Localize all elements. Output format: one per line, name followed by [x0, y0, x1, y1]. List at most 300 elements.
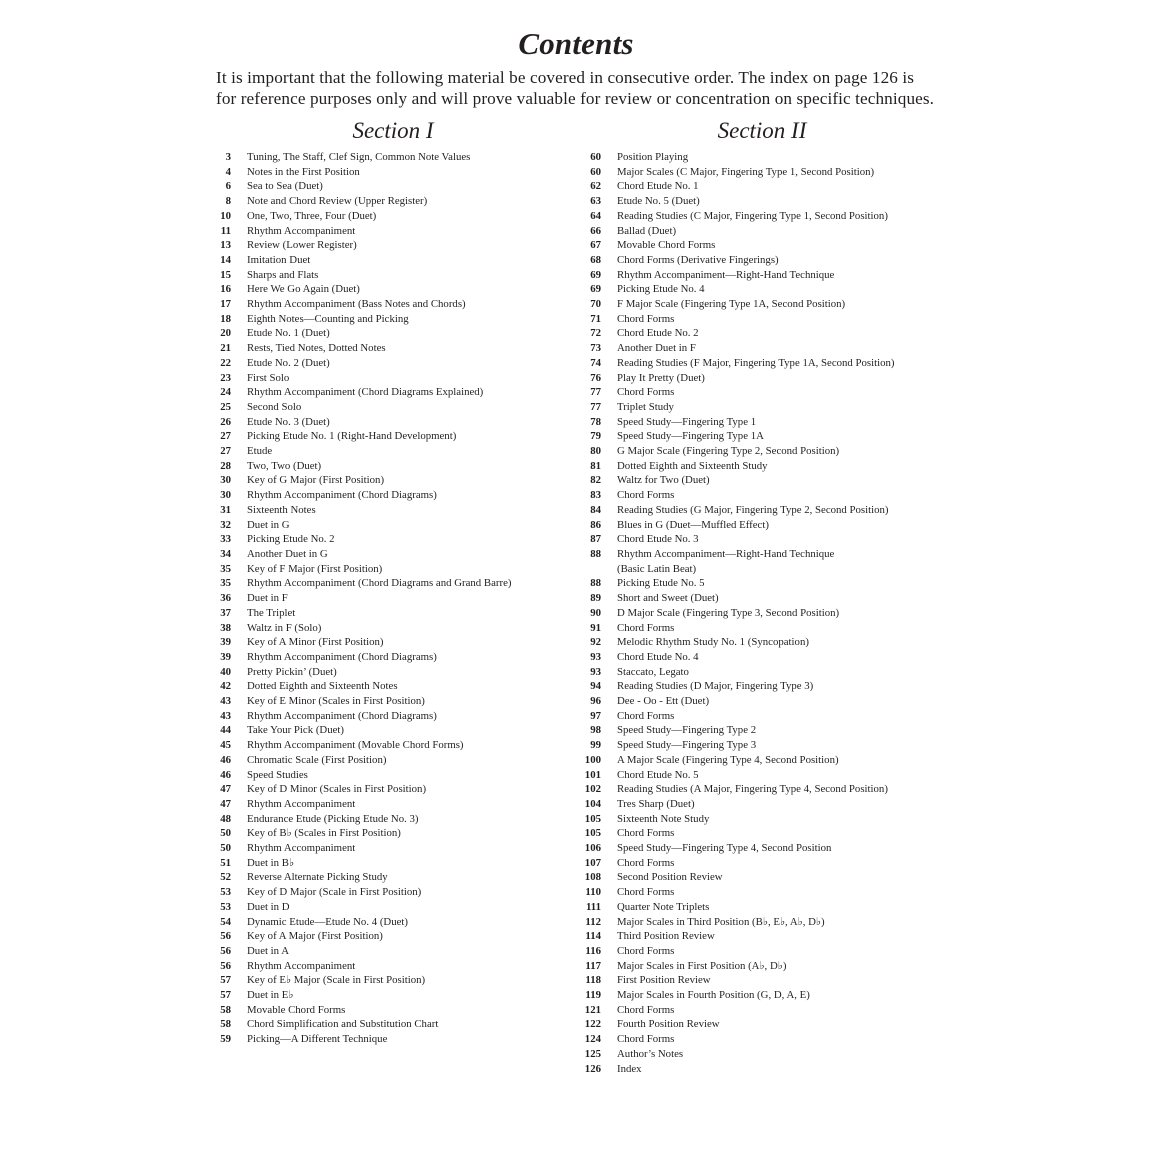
toc-page-number: 57 — [220, 989, 231, 1002]
toc-entry — [200, 694, 570, 709]
toc-entry-title-wrap — [231, 870, 388, 885]
toc-page-number: 18 — [220, 312, 231, 325]
toc-entry-title: Chord Forms — [617, 312, 675, 325]
toc-entry — [570, 723, 950, 738]
toc-entry — [570, 944, 950, 959]
toc-page-number: 23 — [220, 371, 231, 384]
toc-entry-title: Duet in B♭ — [247, 856, 295, 869]
toc-entry — [570, 326, 950, 341]
toc-entry-title-wrap — [231, 429, 456, 444]
toc-page-number: 78 — [590, 415, 601, 428]
toc-page-number: 90 — [590, 606, 601, 619]
toc-page-number: 40 — [220, 665, 231, 678]
toc-entry-title-wrap — [231, 753, 386, 768]
toc-page-number: 117 — [585, 959, 601, 972]
toc-page-number: 66 — [590, 224, 601, 237]
toc-entry-title: Rhythm Accompaniment (Chord Diagrams Explained) — [247, 386, 484, 399]
toc-entry — [570, 297, 950, 312]
toc-entry — [200, 870, 570, 885]
toc-page-number: 47 — [220, 783, 231, 796]
toc-page-number: 31 — [220, 503, 231, 516]
toc-entry-title-wrap — [231, 856, 294, 871]
toc-entry-title: Chord Forms — [617, 886, 675, 899]
toc-entry-title: Chord Forms — [617, 1003, 675, 1016]
toc-entry-title-wrap — [231, 400, 301, 415]
toc-entry — [570, 679, 950, 694]
toc-entry — [570, 400, 950, 415]
toc-page-number: 102 — [584, 783, 601, 796]
toc-entry — [570, 341, 950, 356]
toc-entry — [200, 1003, 570, 1018]
toc-page-number: 80 — [590, 445, 601, 458]
toc-entry — [570, 1047, 950, 1062]
toc-entry-title: Etude No. 3 (Duet) — [247, 415, 330, 428]
toc-entry-title: Chord Forms — [617, 709, 675, 722]
toc-entry — [570, 282, 950, 297]
toc-entry — [200, 473, 570, 488]
toc-entry-title-wrap — [601, 253, 779, 268]
toc-page-number: 8 — [225, 195, 231, 208]
toc-entry-title-wrap — [231, 253, 310, 268]
toc-entry-title: Tuning, The Staff, Clef Sign, Common Note Values — [247, 151, 471, 163]
toc-entry — [570, 179, 950, 194]
toc-entry — [200, 547, 570, 562]
toc-page-number: 22 — [220, 356, 231, 369]
toc-entry-title-wrap — [601, 194, 700, 209]
toc-entry-title-wrap — [601, 297, 845, 312]
toc-entry — [570, 415, 950, 430]
toc-entry-title-wrap — [231, 371, 289, 386]
toc-entry — [200, 400, 570, 415]
toc-page-number: 50 — [220, 827, 231, 840]
toc-entry-title: Short and Sweet (Duet) — [617, 592, 719, 605]
toc-entry — [570, 988, 950, 1003]
toc-page-number: 93 — [590, 665, 601, 678]
toc-entry-title-wrap — [231, 1003, 345, 1018]
toc-entry — [570, 812, 950, 827]
toc-entry — [570, 503, 950, 518]
toc-entry-title-wrap — [601, 723, 756, 738]
toc-entry-title-wrap — [231, 738, 464, 753]
toc-entry-title: Dynamic Etude—Etude No. 4 (Duet) — [247, 915, 409, 928]
toc-page-number: 100 — [584, 753, 601, 766]
toc-entry-title-wrap — [231, 547, 328, 562]
toc-entry-title-wrap — [601, 312, 674, 327]
toc-entry-title: Tres Sharp (Duet) — [617, 797, 695, 810]
toc-page-number: 105 — [584, 827, 601, 840]
toc-entry-title: Sea to Sea (Duet) — [247, 180, 323, 193]
toc-entry-title-wrap — [601, 1062, 642, 1077]
toc-entry-title: Picking Etude No. 4 — [617, 283, 705, 296]
toc-page-number: 126 — [584, 1062, 601, 1075]
toc-entry-title: One, Two, Three, Four (Duet) — [247, 209, 377, 222]
toc-entry-title: Duet in A — [247, 944, 289, 957]
toc-entry — [200, 797, 570, 812]
toc-entry-title: Take Your Pick (Duet) — [247, 724, 345, 737]
toc-page-number: 81 — [590, 459, 601, 472]
toc-entry — [570, 797, 950, 812]
toc-entry — [570, 1017, 950, 1032]
toc-page-number: 118 — [585, 974, 601, 987]
toc-page-number: 58 — [220, 1003, 231, 1016]
toc-entry-title-wrap — [231, 915, 408, 930]
toc-entry-title: Major Scales in Fourth Position (G, D, A, E) — [617, 989, 810, 1002]
toc-entry-subtitle: (Basic Latin Beat) — [617, 562, 697, 575]
toc-entry-title: Chord Etude No. 3 — [617, 533, 699, 546]
toc-entry-title-wrap — [231, 562, 382, 577]
toc-entry-title-wrap — [231, 518, 290, 533]
toc-page-number: 67 — [590, 239, 601, 252]
toc-entry — [570, 194, 950, 209]
toc-entry — [200, 179, 570, 194]
toc-entry — [570, 356, 950, 371]
toc-entry-title-wrap — [601, 1047, 683, 1062]
toc-entry — [200, 606, 570, 621]
toc-entry-title: Waltz in F (Solo) — [247, 621, 322, 634]
toc-entry-title-wrap — [601, 415, 756, 430]
toc-entry-title-wrap — [601, 797, 695, 812]
toc-entry-title: Fourth Position Review — [617, 1018, 720, 1031]
toc-entry-title: Index — [617, 1062, 642, 1075]
toc-entry — [570, 900, 950, 915]
toc-entry-title-wrap — [231, 444, 272, 459]
toc-entry-title: Chord Forms — [617, 1033, 675, 1046]
toc-page-number: 52 — [220, 871, 231, 884]
toc-entry-title-wrap — [231, 797, 355, 812]
toc-entry-title: Rhythm Accompaniment (Chord Diagrams) — [247, 709, 437, 722]
toc-page-number: 21 — [220, 342, 231, 355]
toc-entry — [200, 518, 570, 533]
toc-page-number: 79 — [590, 430, 601, 443]
toc-page-number: 114 — [585, 930, 601, 943]
toc-page-number: 105 — [584, 812, 601, 825]
toc-page-number: 14 — [220, 253, 231, 266]
toc-entry — [570, 268, 950, 283]
toc-entry-title: Reverse Alternate Picking Study — [247, 871, 388, 884]
toc-entry-title: Speed Study—Fingering Type 1 — [617, 415, 757, 428]
toc-entry-title: Etude — [247, 445, 273, 458]
toc-entry-title-wrap — [231, 209, 376, 224]
toc-entry — [570, 209, 950, 224]
toc-page-number: 3 — [225, 151, 231, 163]
toc-entry — [200, 929, 570, 944]
toc-entry-title-wrap — [601, 709, 674, 724]
toc-entry-title: Picking—A Different Technique — [247, 1033, 388, 1046]
toc-page-number: 51 — [220, 856, 231, 869]
toc-entry-title: Duet in D — [247, 900, 290, 913]
toc-entry-title-wrap — [601, 371, 705, 386]
toc-entry — [570, 238, 950, 253]
toc-page-number: 43 — [220, 709, 231, 722]
toc-entry-title: Sixteenth Note Study — [617, 812, 710, 825]
toc-entry — [200, 488, 570, 503]
toc-entry — [570, 547, 950, 576]
toc-page-number: 58 — [220, 1018, 231, 1031]
toc-entry-title: Chord Forms — [617, 944, 675, 957]
toc-entry-title-wrap — [231, 238, 357, 253]
toc-entry-title: Sixteenth Notes — [247, 503, 316, 516]
toc-page-number: 69 — [590, 268, 601, 281]
toc-page-number: 54 — [220, 915, 231, 928]
toc-entry-title: Notes in the First Position — [247, 165, 360, 178]
toc-entry-title: Speed Study—Fingering Type 1A — [617, 430, 764, 443]
toc-entry-title-wrap — [231, 473, 384, 488]
toc-entry-title-wrap — [601, 209, 888, 224]
toc-entry-title-wrap — [231, 723, 344, 738]
toc-entry-title-wrap — [231, 1017, 438, 1032]
toc-entry-title-wrap — [231, 826, 401, 841]
toc-entry-title-wrap — [601, 885, 674, 900]
toc-page-number: 77 — [590, 386, 601, 399]
toc-entry-title: Rhythm Accompaniment — [247, 959, 356, 972]
toc-entry-title: Pretty Pickin’ (Duet) — [247, 665, 337, 678]
toc-entry — [200, 312, 570, 327]
toc-page-number: 53 — [220, 886, 231, 899]
toc-entry-title-wrap — [231, 532, 335, 547]
toc-page-number: 27 — [220, 430, 231, 443]
toc-page-number: 56 — [220, 944, 231, 957]
toc-page-number: 104 — [584, 797, 601, 810]
toc-page-number: 60 — [590, 151, 601, 163]
toc-entry-title-wrap — [231, 385, 483, 400]
toc-entry-title: Imitation Duet — [247, 253, 311, 266]
toc-page-number: 106 — [584, 842, 601, 855]
toc-entry-title: Rhythm Accompaniment—Right-Hand Technique — [617, 547, 835, 560]
toc-entry — [570, 1003, 950, 1018]
toc-entry-title: Melodic Rhythm Study No. 1 (Syncopation) — [617, 636, 809, 649]
toc-entry-title-wrap — [231, 576, 511, 591]
toc-entry-title: Endurance Etude (Picking Etude No. 3) — [247, 812, 419, 825]
toc-page-number: 107 — [584, 856, 601, 869]
toc-entry — [570, 165, 950, 180]
toc-entry — [200, 415, 570, 430]
toc-entry — [570, 665, 950, 680]
toc-page-number: 57 — [220, 974, 231, 987]
toc-entry-title: First Position Review — [617, 974, 711, 987]
toc-page-number: 96 — [590, 695, 601, 708]
toc-entry — [570, 738, 950, 753]
toc-entry-title: Key of D Minor (Scales in First Position) — [247, 783, 427, 796]
toc-entry-title: Rhythm Accompaniment—Right-Hand Technique — [617, 268, 835, 281]
toc-page-number: 38 — [220, 621, 231, 634]
toc-entry-title-wrap — [231, 768, 308, 783]
toc-page-number: 119 — [585, 989, 601, 1002]
toc-entry-title-wrap — [231, 488, 437, 503]
toc-entry — [200, 385, 570, 400]
toc-entry — [570, 488, 950, 503]
toc-page-number: 125 — [584, 1047, 601, 1060]
toc-entry-title-wrap — [601, 224, 676, 239]
toc-entry-title: Chord Forms — [617, 827, 675, 840]
toc-entry-title-wrap — [231, 988, 293, 1003]
toc-entry — [200, 326, 570, 341]
toc-entry-title-wrap — [231, 356, 330, 371]
toc-page-number: 74 — [590, 356, 601, 369]
toc-entry-title-wrap — [231, 929, 383, 944]
toc-entry-title: Rhythm Accompaniment — [247, 224, 356, 237]
toc-entry-title-wrap — [231, 679, 398, 694]
toc-page-number: 4 — [225, 165, 231, 178]
toc-entry — [570, 650, 950, 665]
toc-entry-title: Chromatic Scale (First Position) — [247, 753, 387, 766]
toc-entry — [200, 900, 570, 915]
toc-page-number: 15 — [220, 268, 231, 281]
toc-page-number: 71 — [590, 312, 601, 325]
toc-entry — [200, 635, 570, 650]
toc-entry — [200, 782, 570, 797]
toc-page-number: 33 — [220, 533, 231, 546]
toc-page-number: 56 — [220, 959, 231, 972]
toc-entry-title-wrap — [601, 621, 674, 636]
toc-page-number: 108 — [584, 871, 601, 884]
toc-entry-title: First Solo — [247, 371, 290, 384]
toc-entry-title-wrap — [231, 268, 318, 283]
toc-entry-title-wrap — [601, 179, 699, 194]
toc-entry-title: Ballad (Duet) — [617, 224, 677, 237]
toc-entry — [200, 268, 570, 283]
toc-entry — [570, 150, 950, 165]
toc-entry — [200, 738, 570, 753]
toc-page-number: 47 — [220, 797, 231, 810]
toc-page-number: 94 — [590, 680, 601, 693]
toc-entry-title: D Major Scale (Fingering Type 3, Second Position) — [617, 606, 840, 619]
toc-entry-title: Dotted Eighth and Sixteenth Study — [617, 459, 768, 472]
toc-entry — [570, 694, 950, 709]
toc-entry — [570, 224, 950, 239]
toc-entry — [570, 1062, 950, 1077]
toc-page-number: 110 — [585, 886, 601, 899]
toc-entry-title-wrap — [601, 738, 756, 753]
toc-entry-title: Dotted Eighth and Sixteenth Notes — [247, 680, 398, 693]
toc-entry — [200, 576, 570, 591]
toc-page-number: 112 — [585, 915, 601, 928]
toc-page-number: 46 — [220, 753, 231, 766]
toc-entry — [200, 194, 570, 209]
toc-page-number: 24 — [220, 386, 231, 399]
toc-entry — [200, 650, 570, 665]
toc-entry-title: F Major Scale (Fingering Type 1A, Second Position) — [617, 298, 846, 311]
toc-entry-title-wrap — [601, 150, 688, 165]
intro-line: It is important that the following material be covered in consecutive order. The index on page 126 is — [216, 68, 915, 87]
toc-entry — [570, 312, 950, 327]
toc-entry-title-wrap — [231, 812, 419, 827]
toc-entry-title-wrap — [601, 459, 768, 474]
toc-entry-title-wrap — [231, 312, 409, 327]
toc-entry-title: Chord Forms — [617, 856, 675, 869]
toc-entry-title: Rhythm Accompaniment (Chord Diagrams) — [247, 489, 437, 502]
toc-entry-title: Another Duet in F — [617, 342, 696, 355]
toc-entry-title: Triplet Study — [617, 400, 674, 413]
toc-entry-title-wrap — [601, 282, 705, 297]
toc-entry-title: Key of A Major (First Position) — [247, 930, 383, 943]
toc-entry — [570, 459, 950, 474]
toc-entry-title-wrap — [601, 268, 834, 283]
toc-entry — [570, 532, 950, 547]
toc-entry-title-wrap — [601, 679, 813, 694]
toc-page-number: 121 — [584, 1003, 601, 1016]
toc-page-number: 124 — [584, 1033, 601, 1046]
toc-entry-title: Key of A Minor (First Position) — [247, 636, 384, 649]
toc-entry-title-wrap — [601, 503, 889, 518]
toc-page-number: 63 — [590, 195, 601, 208]
toc-entry-title-wrap — [601, 547, 834, 576]
toc-page-number: 17 — [220, 298, 231, 311]
toc-page-number: 30 — [220, 489, 231, 502]
toc-page-number: 34 — [220, 547, 231, 560]
toc-entry — [570, 591, 950, 606]
toc-page-number: 56 — [220, 930, 231, 943]
toc-page-number: 64 — [590, 209, 601, 222]
toc-entry-title: Chord Forms — [617, 621, 675, 634]
toc-page-number: 83 — [590, 489, 601, 502]
page-title: Contents — [518, 26, 634, 61]
toc-entry-title: G Major Scale (Fingering Type 2, Second Position) — [617, 445, 840, 458]
toc-entry-title-wrap — [601, 488, 674, 503]
toc-entry-title: Play It Pretty (Duet) — [617, 371, 705, 384]
toc-entry — [200, 959, 570, 974]
toc-entry-title-wrap — [231, 150, 470, 165]
toc-entry-title: Key of G Major (First Position) — [247, 474, 385, 487]
toc-entry-title: Position Playing — [617, 151, 689, 163]
toc-entry — [200, 665, 570, 680]
toc-entry-title-wrap — [601, 900, 709, 915]
toc-entry — [570, 826, 950, 841]
toc-entry-title-wrap — [231, 841, 355, 856]
toc-entry-title: Blues in G (Duet—Muffled Effect) — [617, 518, 769, 531]
toc-entry-title-wrap — [231, 973, 425, 988]
toc-page-number: 76 — [590, 371, 601, 384]
toc-entry — [570, 576, 950, 591]
toc-entry-title-wrap — [601, 915, 825, 930]
toc-entry-title-wrap — [231, 606, 295, 621]
toc-entry — [570, 973, 950, 988]
toc-entry-title-wrap — [601, 694, 709, 709]
toc-entry-title: Major Scales in Third Position (B♭, E♭, A♭, D♭) — [617, 915, 825, 928]
toc-entry — [570, 856, 950, 871]
toc-entry-title: Speed Study—Fingering Type 3 — [617, 739, 757, 752]
toc-entry-title-wrap — [601, 576, 705, 591]
toc-entry-title-wrap — [231, 1032, 387, 1047]
toc-page-number: 122 — [584, 1018, 601, 1031]
toc-entry-title: Key of B♭ (Scales in First Position) — [247, 827, 401, 840]
toc-entry-title-wrap — [231, 297, 466, 312]
toc-entry-title-wrap — [601, 753, 839, 768]
toc-page-number: 30 — [220, 474, 231, 487]
toc-entry-title: Two, Two (Duet) — [247, 459, 322, 472]
toc-entry-title-wrap — [601, 429, 764, 444]
toc-entry-title: Reading Studies (A Major, Fingering Type 4, Second Position) — [617, 783, 888, 796]
toc-entry-title: Staccato, Legato — [617, 665, 689, 678]
toc-entry-title-wrap — [601, 841, 831, 856]
toc-entry — [200, 679, 570, 694]
toc-entry-title: Key of E♭ Major (Scale in First Position) — [247, 974, 426, 987]
toc-entry — [570, 385, 950, 400]
toc-entry — [200, 944, 570, 959]
toc-page-number: 87 — [590, 533, 601, 546]
toc-entry-title: Speed Studies — [247, 768, 308, 781]
toc-entry-title: Rhythm Accompaniment — [247, 842, 356, 855]
toc-page-number: 99 — [590, 739, 601, 752]
toc-page-number: 68 — [590, 253, 601, 266]
toc-page-number: 13 — [220, 239, 231, 252]
toc-page-number: 69 — [590, 283, 601, 296]
toc-entry-title: Waltz for Two (Duet) — [617, 474, 710, 487]
toc-entry-title: Review (Lower Register) — [247, 239, 357, 252]
toc-page-number: 88 — [590, 577, 601, 590]
toc-entry — [200, 532, 570, 547]
toc-entry-title: A Major Scale (Fingering Type 4, Second Position) — [617, 753, 839, 766]
toc-entry — [570, 782, 950, 797]
